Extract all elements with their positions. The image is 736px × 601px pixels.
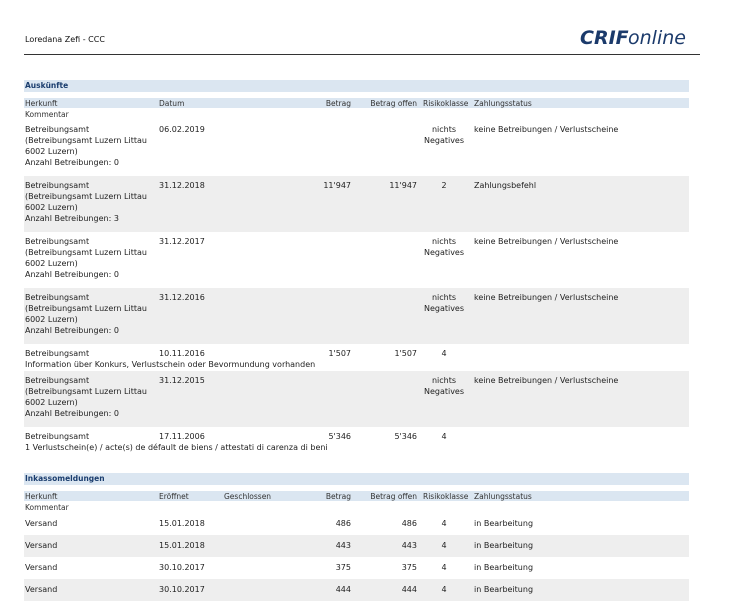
datum-cell: 17.11.2006 bbox=[159, 432, 205, 441]
herkunft-detail-line: 6002 Luzern) bbox=[25, 147, 78, 156]
auskuenfte-title: Auskünfte bbox=[24, 80, 689, 92]
col-kommentar: Kommentar bbox=[25, 110, 69, 119]
datum-cell: 31.12.2015 bbox=[159, 376, 205, 385]
column-header-bar bbox=[24, 98, 689, 108]
herkunft-detail-line: 6002 Luzern) bbox=[25, 203, 78, 212]
zahlungsstatus-cell: keine Betreibungen / Verlustscheine bbox=[474, 376, 619, 385]
auskuenfte-column-header bbox=[24, 92, 689, 120]
betrag-cell: 5'346 bbox=[328, 432, 351, 441]
risikoklasse-cell: 4 bbox=[441, 519, 447, 528]
kommentar-cell: Information über Konkurs, Verlustschein oder Bevormundung vorhanden bbox=[25, 360, 316, 369]
betrag-cell: 375 bbox=[335, 563, 351, 572]
header-divider bbox=[24, 54, 700, 55]
col-betrag: Betrag bbox=[325, 99, 351, 108]
betrag-offen-cell: 443 bbox=[401, 541, 417, 550]
col-geschlossen: Geschlossen bbox=[224, 492, 272, 501]
inkasso-title: Inkassomeldungen bbox=[24, 473, 689, 485]
zahlungsstatus-cell: keine Betreibungen / Verlustscheine bbox=[474, 125, 619, 134]
auskunft-row bbox=[24, 176, 689, 232]
herkunft-cell: Betreibungsamt bbox=[25, 349, 90, 358]
betrag-cell: 1'507 bbox=[328, 349, 351, 358]
risikoklasse-cell: 4 bbox=[441, 585, 447, 594]
zahlungsstatus-cell: keine Betreibungen / Verlustscheine bbox=[474, 237, 619, 246]
betrag-cell: 486 bbox=[335, 519, 351, 528]
inkasso-section bbox=[24, 473, 689, 601]
betrag-cell: 11'947 bbox=[323, 181, 351, 190]
risikoklasse-cell: 4 bbox=[441, 541, 447, 550]
risikoklasse-cell: 4 bbox=[441, 349, 447, 358]
herkunft-cell: Betreibungsamt bbox=[25, 181, 90, 190]
betreibungen-count: Anzahl Betreibungen: 0 bbox=[25, 409, 119, 418]
auskunft-row bbox=[24, 427, 689, 454]
auskunft-row bbox=[24, 232, 689, 288]
betrag-offen-cell: 1'507 bbox=[394, 349, 417, 358]
risikoklasse-cell: 4 bbox=[441, 563, 447, 572]
zahlungsstatus-cell: in Bearbeitung bbox=[474, 585, 534, 594]
zahlungsstatus-cell: Zahlungsbefehl bbox=[474, 181, 537, 190]
col-zahlungsstatus: Zahlungsstatus bbox=[474, 492, 532, 501]
herkunft-detail-line: (Betreibungsamt Luzern Littau bbox=[25, 192, 147, 201]
betrag-offen-cell: 375 bbox=[401, 563, 417, 572]
herkunft-cell: Betreibungsamt bbox=[25, 237, 90, 246]
inkasso-row bbox=[24, 579, 689, 601]
herkunft-cell: Betreibungsamt bbox=[25, 376, 90, 385]
herkunft-detail-line: (Betreibungsamt Luzern Littau bbox=[25, 248, 147, 257]
col-eroeffnet: Eröffnet bbox=[159, 492, 189, 501]
risikoklasse-cell: nichts bbox=[431, 237, 457, 246]
auskunft-row bbox=[24, 344, 689, 371]
herkunft-cell: Versand bbox=[25, 541, 58, 550]
risikoklasse-cell: nichts bbox=[431, 293, 457, 302]
risikoklasse-cell: 4 bbox=[441, 432, 447, 441]
herkunft-cell: Versand bbox=[25, 585, 58, 594]
betrag-cell: 443 bbox=[335, 541, 351, 550]
kommentar-cell: 1 Verlustschein(e) / acte(s) de défault de biens / attestati di carenza di beni bbox=[25, 443, 328, 452]
logo-online-text: online bbox=[628, 27, 686, 48]
betrag-offen-cell: 5'346 bbox=[394, 432, 417, 441]
risikoklasse-cell: 2 bbox=[441, 181, 447, 190]
inkasso-row bbox=[24, 535, 689, 557]
datum-cell: 06.02.2019 bbox=[159, 125, 205, 134]
col-risikoklasse: Risikoklasse bbox=[423, 492, 469, 501]
auskuenfte-rows bbox=[24, 120, 689, 454]
crif-online-logo bbox=[580, 24, 700, 48]
col-betrag: Betrag bbox=[325, 492, 351, 501]
betrag-offen-cell: 486 bbox=[401, 519, 417, 528]
eroeffnet-cell: 30.10.2017 bbox=[159, 563, 205, 572]
zahlungsstatus-cell: in Bearbeitung bbox=[474, 563, 534, 572]
logo-crif-text: CRIF bbox=[580, 27, 629, 48]
herkunft-cell: Betreibungsamt bbox=[25, 125, 90, 134]
herkunft-cell: Versand bbox=[25, 563, 58, 572]
datum-cell: 31.12.2016 bbox=[159, 293, 205, 302]
col-betrag-offen: Betrag offen bbox=[370, 492, 417, 501]
herkunft-cell: Versand bbox=[25, 519, 58, 528]
risikoklasse-cell-line2: Negatives bbox=[423, 248, 465, 257]
zahlungsstatus-cell: keine Betreibungen / Verlustscheine bbox=[474, 293, 619, 302]
col-kommentar: Kommentar bbox=[25, 503, 69, 512]
col-risikoklasse: Risikoklasse bbox=[423, 99, 469, 108]
col-zahlungsstatus: Zahlungsstatus bbox=[474, 99, 532, 108]
inkasso-row bbox=[24, 513, 689, 535]
auskunft-row bbox=[24, 120, 689, 176]
risikoklasse-cell-line2: Negatives bbox=[423, 387, 465, 396]
col-herkunft: Herkunft bbox=[25, 99, 58, 108]
herkunft-cell: Betreibungsamt bbox=[25, 293, 90, 302]
betreibungen-count: Anzahl Betreibungen: 3 bbox=[25, 214, 119, 223]
betreibungen-count: Anzahl Betreibungen: 0 bbox=[25, 270, 119, 279]
risikoklasse-cell-line2: Negatives bbox=[423, 304, 465, 313]
herkunft-detail-line: 6002 Luzern) bbox=[25, 315, 78, 324]
auskunft-row bbox=[24, 371, 689, 427]
column-header-bar bbox=[24, 491, 689, 501]
col-herkunft: Herkunft bbox=[25, 492, 58, 501]
herkunft-cell: Betreibungsamt bbox=[25, 432, 90, 441]
eroeffnet-cell: 15.01.2018 bbox=[159, 519, 205, 528]
betrag-offen-cell: 11'947 bbox=[389, 181, 417, 190]
inkasso-column-header bbox=[24, 485, 689, 513]
eroeffnet-cell: 30.10.2017 bbox=[159, 585, 205, 594]
risikoklasse-cell-line2: Negatives bbox=[423, 136, 465, 145]
herkunft-detail-line: 6002 Luzern) bbox=[25, 259, 78, 268]
betreibungen-count: Anzahl Betreibungen: 0 bbox=[25, 158, 119, 167]
betrag-offen-cell: 444 bbox=[401, 585, 417, 594]
zahlungsstatus-cell: in Bearbeitung bbox=[474, 541, 534, 550]
user-name: Loredana Zefi - CCC bbox=[25, 35, 105, 44]
eroeffnet-cell: 15.01.2018 bbox=[159, 541, 205, 550]
betreibungen-count: Anzahl Betreibungen: 0 bbox=[25, 326, 119, 335]
page-header bbox=[25, 0, 700, 54]
herkunft-detail-line: (Betreibungsamt Luzern Littau bbox=[25, 136, 147, 145]
herkunft-detail-line: (Betreibungsamt Luzern Littau bbox=[25, 304, 147, 313]
datum-cell: 31.12.2018 bbox=[159, 181, 205, 190]
datum-cell: 31.12.2017 bbox=[159, 237, 205, 246]
auskuenfte-section bbox=[24, 80, 689, 454]
col-betrag-offen: Betrag offen bbox=[370, 99, 417, 108]
inkasso-row bbox=[24, 557, 689, 579]
auskunft-row bbox=[24, 288, 689, 344]
datum-cell: 10.11.2016 bbox=[159, 349, 205, 358]
zahlungsstatus-cell: in Bearbeitung bbox=[474, 519, 534, 528]
betrag-cell: 444 bbox=[335, 585, 351, 594]
herkunft-detail-line: (Betreibungsamt Luzern Littau bbox=[25, 387, 147, 396]
inkasso-rows bbox=[24, 513, 689, 601]
herkunft-detail-line: 6002 Luzern) bbox=[25, 398, 78, 407]
risikoklasse-cell: nichts bbox=[431, 125, 457, 134]
risikoklasse-cell: nichts bbox=[431, 376, 457, 385]
col-datum: Datum bbox=[159, 99, 185, 108]
